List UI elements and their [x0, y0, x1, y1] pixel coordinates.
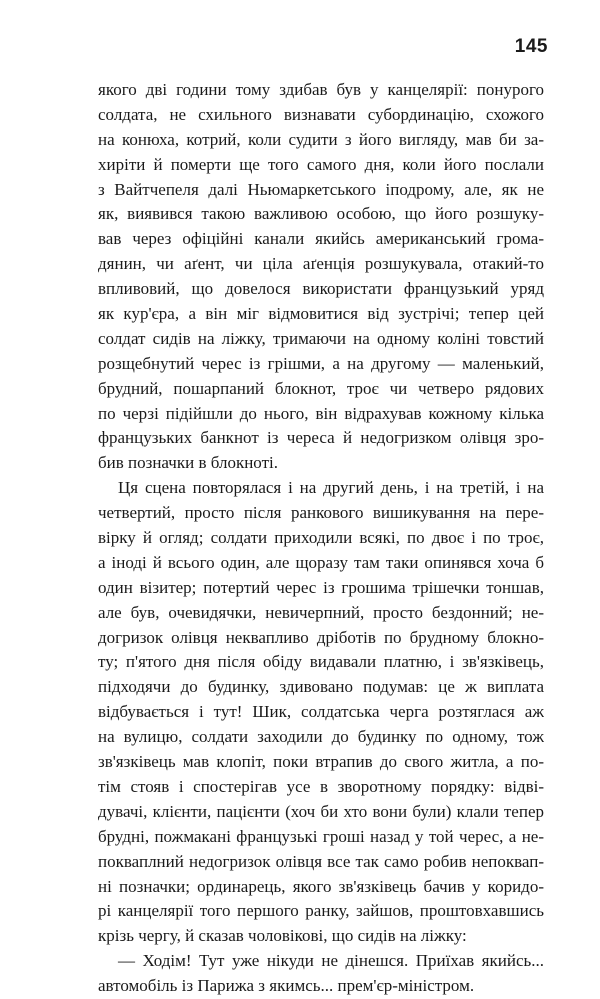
- text-line: рі канцелярії того першого ранку, зайшов, проштовхавшись: [98, 901, 544, 921]
- text-line: ні позначки; ординарець, якого зв'язківець бачив у коридо-: [98, 876, 544, 896]
- text-line: — Ходім! Тут уже нікуди не дінешся. Приїхав якийсь...: [118, 951, 544, 971]
- text-line: ту; п'ятого дня після обіду видавали платню, і зв'язківець,: [98, 652, 544, 672]
- text-line: покваплний недогризок олівця все так само робив непоквап-: [98, 851, 544, 871]
- text-line: але був, очевидячки, невичерпний, просто бездонний; не-: [98, 602, 544, 622]
- text-line: по черзі підійшли до нього, він відрахував кожному кілька: [98, 403, 544, 423]
- text-line: брудний, пошарпаний блокнот, троє чи четверо рядових: [98, 378, 544, 398]
- text-line: на конюха, котрий, коли судити з його вигляду, мав би за-: [98, 129, 544, 149]
- text-line: вірку й огляд; солдати приходили всякі, по двоє і по троє,: [98, 528, 544, 548]
- body-text: [98, 78, 544, 999]
- text-line: відбувається і тут! Шик, солдатська черга розтяглася аж: [98, 702, 544, 722]
- text-line: Ця сцена повторялася і на другий день, і на третій, і на: [118, 478, 544, 498]
- text-line: підходячи до будинку, здивовано подумав: це ж виплата: [98, 677, 544, 697]
- text-line: з Вайтчепеля далі Ньюмаркетського іподрому, але, як не: [98, 179, 544, 199]
- text-line: як кур'єра, а він міг відмовитися від зустрічі; тепер цей: [98, 304, 544, 324]
- text-line: солдат сидів на ліжку, тримаючи на одному коліні товстий: [98, 328, 544, 348]
- text-line: хиріти й померти ще того самого дня, коли його послали: [98, 154, 544, 174]
- text-line: а іноді й всього один, але щоразу там таки опинявся хоча б: [98, 552, 544, 572]
- text-line: крізь чергу, й сказав чоловікові, що сидів на ліжку:: [98, 926, 467, 946]
- text-line: впливовий, що довелося використати французький уряд: [98, 279, 544, 299]
- text-line: вав через офіційні канали якийсь американський грома-: [98, 229, 544, 249]
- text-line: розщебнутий черес із грішми, а на другому — маленький,: [98, 353, 544, 373]
- text-line: один візитер; потертий черес із грошима трішечки тоншав,: [98, 577, 544, 597]
- text-line: якого дві години тому здибав був у канцелярії: понурого: [98, 80, 544, 99]
- page-number: 145: [514, 36, 548, 57]
- text-line: догризок олівця неквапливо дріботів по брудному блокно-: [98, 627, 544, 647]
- text-line: автомобіль із Парижа з якимсь... прем'єр-міністром.: [98, 976, 475, 996]
- text-line: зв'язківець мав клопіт, поки втрапив до свого житла, а по-: [98, 752, 544, 772]
- text-line: солдата, не схильного визнавати субординацію, схожого: [98, 104, 544, 124]
- text-line: тім стояв і спостерігав усе в зворотному порядку: відві-: [98, 776, 544, 796]
- text-line: дувачі, клієнти, пацієнти (хоч би хто вони були) клали тепер: [98, 801, 544, 821]
- text-line: четвертий, просто після ранкового вишикування на пере-: [98, 503, 544, 523]
- text-line: на вулицю, солдати заходили до будинку по одному, тож: [98, 727, 544, 747]
- text-line: як, виявився такою важливою особою, що його розшуку-: [98, 204, 544, 224]
- text-line: бив позначки в блокноті.: [98, 453, 278, 473]
- text-line: дянин, чи аґент, чи ціла аґенція розшукувала, отакий-то: [98, 254, 544, 274]
- text-line: французьких банкнот із череса й недогризком олівця зро-: [98, 428, 544, 448]
- text-line: брудні, пожмакані французькі гроші назад у той черес, а не-: [98, 826, 544, 846]
